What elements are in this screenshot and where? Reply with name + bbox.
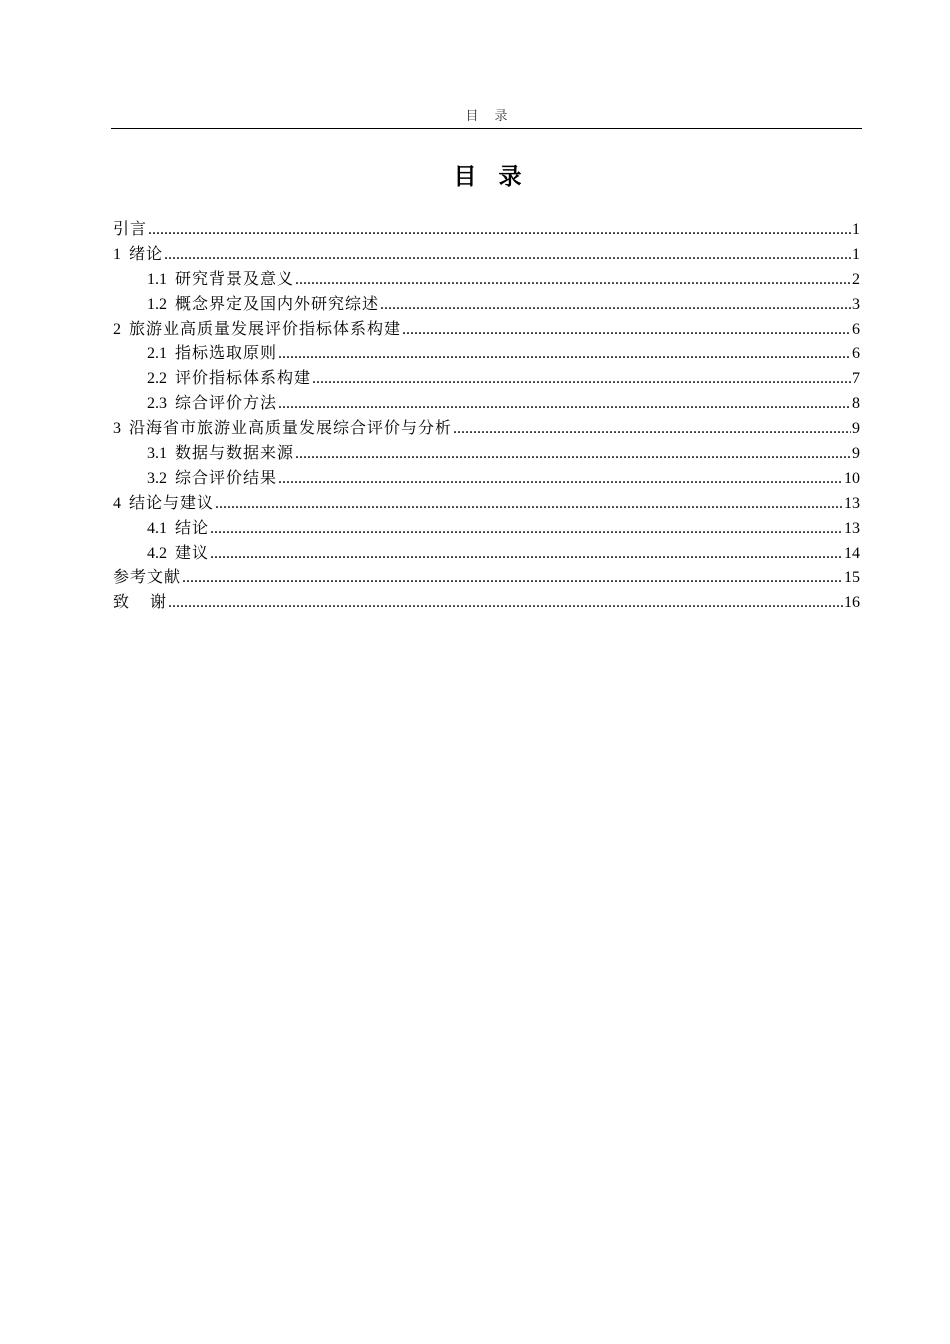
toc-entry-section-2-2[interactable] xyxy=(113,367,860,392)
toc-page-number: 13 xyxy=(844,519,860,537)
dot-leader xyxy=(295,268,851,293)
ack-char-1: 致 xyxy=(113,594,131,612)
toc-entry-section-3-2[interactable] xyxy=(113,467,860,492)
toc-page-number: 16 xyxy=(844,594,860,612)
dot-leader xyxy=(148,218,851,243)
toc-entry-number: 3 xyxy=(113,420,121,438)
toc-entry-chapter-3[interactable] xyxy=(113,417,860,442)
toc-entry-text: 旅游业高质量发展评价指标体系构建 xyxy=(129,320,402,338)
toc-entry-number: 2.1 xyxy=(147,345,167,363)
toc-page-number: 3 xyxy=(852,295,860,313)
page-title xyxy=(0,162,950,192)
toc-entry-number: 4.2 xyxy=(147,544,167,562)
toc-entry-introduction[interactable] xyxy=(113,218,860,243)
toc-entry-text: 建议 xyxy=(175,544,210,562)
dot-leader xyxy=(295,442,851,467)
toc-page-number: 1 xyxy=(852,221,860,238)
toc-entry-text: 绪论 xyxy=(129,245,164,263)
toc-entry-text: 综合评价方法 xyxy=(175,395,278,413)
toc-page-number: 7 xyxy=(852,370,860,388)
toc-page-number: 9 xyxy=(852,445,860,463)
toc-entry-number: 1.2 xyxy=(147,295,167,313)
toc-entry-number: 1.1 xyxy=(147,270,167,288)
header-rule xyxy=(111,128,862,129)
dot-leader xyxy=(210,542,843,567)
toc-entry-text: 研究背景及意义 xyxy=(175,270,295,288)
running-header-char-2: 录 xyxy=(494,108,508,123)
toc-entry-references[interactable] xyxy=(113,566,860,591)
toc-entry-text: 概念界定及国内外研究综述 xyxy=(175,295,380,313)
toc-page-number: 2 xyxy=(852,270,860,288)
toc-entry-text: 参考文献 xyxy=(113,569,182,587)
dot-leader xyxy=(380,293,851,318)
dot-leader xyxy=(164,243,851,268)
toc-entry-acknowledgements[interactable] xyxy=(113,591,860,616)
toc-entry-text: 结论 xyxy=(175,519,210,537)
toc-entry-text: 沿海省市旅游业高质量发展综合评价与分析 xyxy=(129,420,453,438)
toc-page-number: 13 xyxy=(844,494,860,512)
dot-leader xyxy=(278,467,843,492)
dot-leader xyxy=(168,591,843,616)
toc-entry-number: 2 xyxy=(113,320,121,338)
toc-entry-number: 3.2 xyxy=(147,469,167,487)
toc-entry-number: 2.3 xyxy=(147,395,167,413)
toc-page-number: 1 xyxy=(852,245,860,263)
title-char-2: 录 xyxy=(498,164,522,190)
toc-entry-section-4-2[interactable] xyxy=(113,542,860,567)
toc-page-number: 8 xyxy=(852,395,860,413)
toc-entry-section-1-2[interactable] xyxy=(113,293,860,318)
toc-page-number: 6 xyxy=(852,320,860,338)
toc-page-number: 15 xyxy=(844,569,860,587)
toc-entry-section-1-1[interactable] xyxy=(113,268,860,293)
dot-leader xyxy=(278,342,851,367)
toc-entry-number: 4.1 xyxy=(147,519,167,537)
toc-entry-text: 指标选取原则 xyxy=(175,345,278,363)
toc-page-number: 10 xyxy=(844,469,860,487)
dot-leader xyxy=(182,566,843,591)
toc-entry-number: 4 xyxy=(113,494,121,512)
dot-leader xyxy=(402,318,851,343)
toc-entry-number: 2.2 xyxy=(147,370,167,388)
title-char-1: 目 xyxy=(453,164,477,190)
toc-entry-text: 综合评价结果 xyxy=(175,469,278,487)
toc-entry-text xyxy=(113,591,167,616)
toc-entry-section-2-1[interactable] xyxy=(113,342,860,367)
toc-page-number: 6 xyxy=(852,345,860,363)
toc-entry-text: 评价指标体系构建 xyxy=(175,370,312,388)
toc-entry-section-4-1[interactable] xyxy=(113,517,860,542)
dot-leader xyxy=(312,367,851,392)
running-header xyxy=(0,108,950,124)
dot-leader xyxy=(215,492,843,517)
toc-page-number: 14 xyxy=(844,544,860,562)
table-of-contents xyxy=(113,218,860,616)
toc-page-number: 9 xyxy=(852,420,860,438)
toc-entry-chapter-2[interactable] xyxy=(113,318,860,343)
ack-char-2: 谢 xyxy=(150,594,168,612)
toc-entry-number: 3.1 xyxy=(147,445,167,463)
toc-entry-text: 引言 xyxy=(113,221,148,238)
running-header-char-1: 目 xyxy=(465,108,479,123)
dot-leader xyxy=(453,417,851,442)
toc-entry-text: 结论与建议 xyxy=(129,494,215,512)
toc-entry-chapter-4[interactable] xyxy=(113,492,860,517)
toc-entry-chapter-1[interactable] xyxy=(113,243,860,268)
toc-entry-section-2-3[interactable] xyxy=(113,392,860,417)
dot-leader xyxy=(210,517,843,542)
toc-entry-number: 1 xyxy=(113,245,121,263)
toc-entry-text: 数据与数据来源 xyxy=(175,445,295,463)
toc-entry-section-3-1[interactable] xyxy=(113,442,860,467)
dot-leader xyxy=(278,392,851,417)
